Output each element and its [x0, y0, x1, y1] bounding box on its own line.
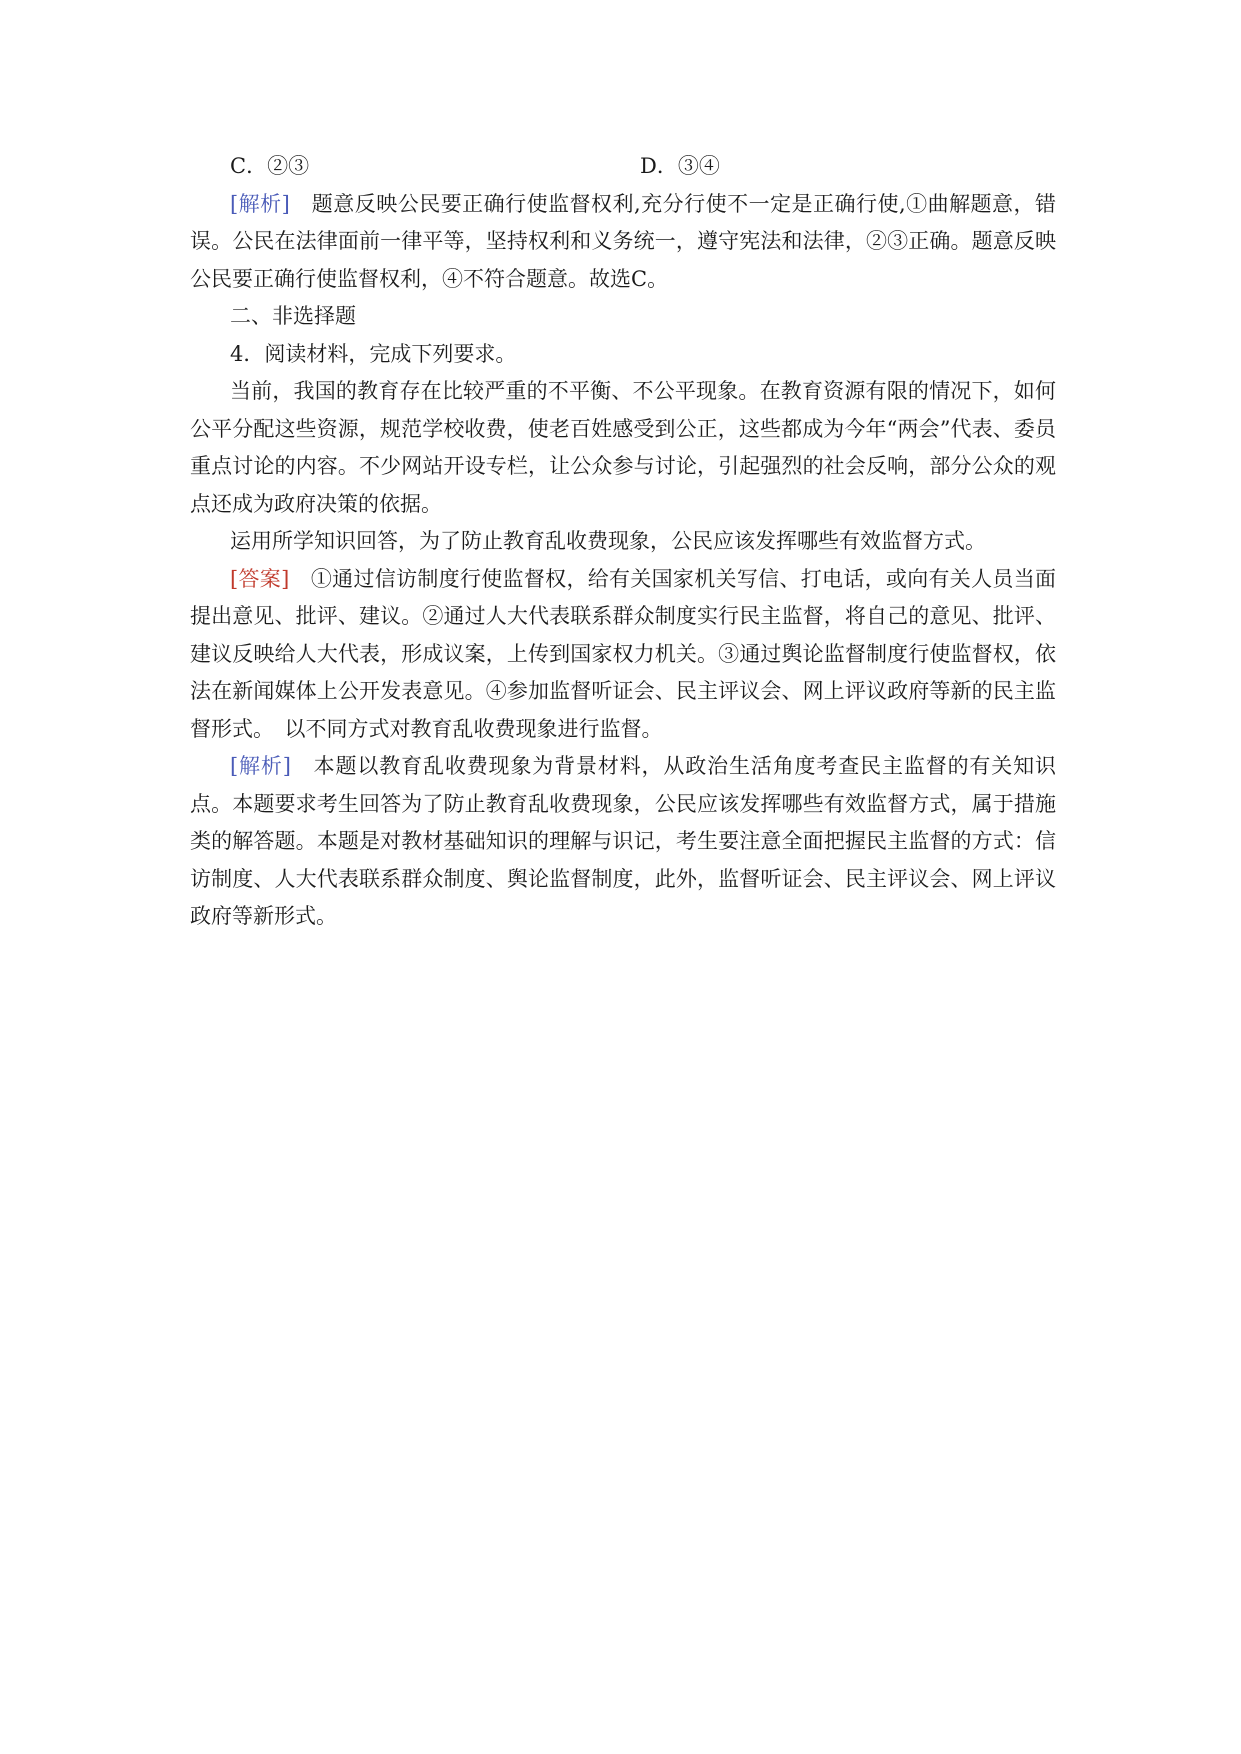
analysis-text: 题意反映公民要正确行使监督权利,充分行使不一定是正确行使,①曲解题意，错误。公民在法律面前一律平等，坚持权利和义务统一，遵守宪法和法律，②③正确。题意反映公民要正确行使监督权利，④不符合题意。故选C。 — [190, 191, 1056, 291]
question-prompt: 运用所学知识回答，为了防止教育乱收费现象，公民应该发挥哪些有效监督方式。 — [230, 529, 986, 553]
option-c: C．②③ — [230, 154, 310, 178]
question-heading: 4．阅读材料，完成下列要求。 — [230, 341, 517, 366]
analysis-tag: [解析] — [230, 191, 290, 216]
material-paragraph: 当前，我国的教育存在比较严重的不平衡、不公平现象。在教育资源有限的情况下，如何公平分配这些资源，规范学校收费，使老百姓感受到公正，这些都成为今年“两会”代表、委员重点讨论的内容。不少网站开设专栏，让公众参与讨论，引起强烈的社会反响，部分公众的观点还成为政府决策的依据。 — [190, 379, 1056, 516]
analysis-paragraph-1 — [190, 186, 1056, 299]
analysis-text: 本题以教育乱收费现象为背景材料，从政治生活角度考查民主监督的有关知识点。本题要求考生回答为了防止教育乱收费现象，公民应该发挥哪些有效监督方式，属于措施类的解答题。本题是对教材基础知识的理解与识记，考生要注意全面把握民主监督的方式：信访制度、人大代表联系群众制度、舆论监督制度，此外，监督听证会、民主评议会、网上评议政府等新形式。 — [190, 754, 1057, 928]
answer-text: ①通过信访制度行使监督权，给有关国家机关写信、打电话，或向有关人员当面提出意见、批评、建议。②通过人大代表联系群众制度实行民主监督，将自己的意见、批评、建议反映给人大代表，形成议案，上传到国家权力机关。③通过舆论监督制度行使监督权，依法在新闻媒体上公开发表意见。④参加监督听证会、民主评议会、网上评议政府等新的民主监督形式。 以不同方式对教育乱收费现象进行监督。 — [190, 566, 1056, 741]
analysis-paragraph-2 — [190, 748, 1056, 936]
section-title: 二、非选择题 — [230, 304, 356, 328]
document-content — [190, 148, 1056, 936]
answer-tag: [答案] — [230, 566, 290, 591]
answer-paragraph — [190, 561, 1056, 749]
answer-options-row — [190, 148, 1056, 186]
analysis-tag: [解析] — [230, 754, 291, 778]
option-d: D．③④ — [640, 154, 720, 178]
